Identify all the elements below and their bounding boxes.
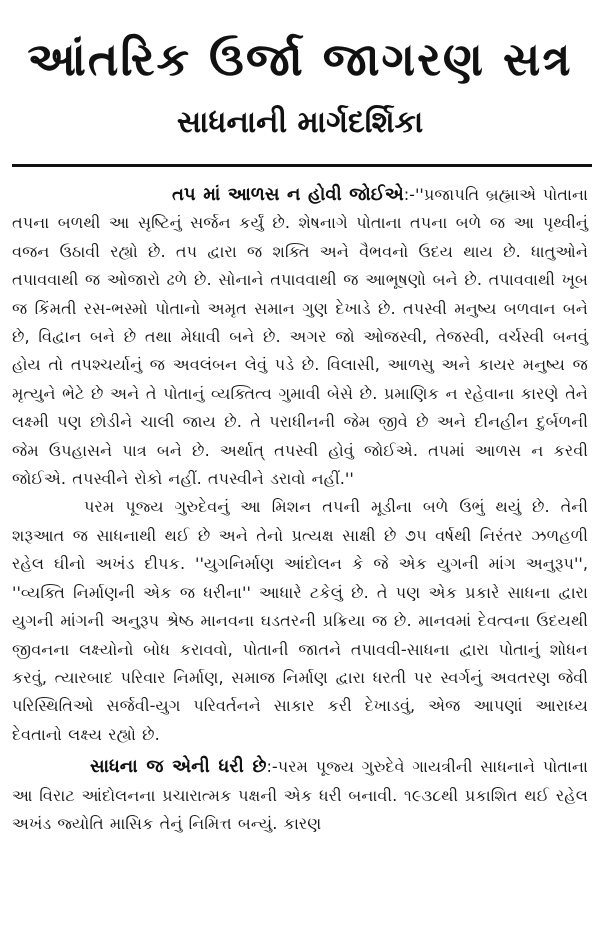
- page-subtitle: સાધનાની માર્ગદર્શિકા: [176, 105, 424, 140]
- section-heading-sadhana: સાધના જ એની ધરી છે: [90, 756, 267, 778]
- paragraph-tapa: [12, 181, 588, 493]
- section-heading-tapa: તપ માં આળસ ન હોવી જોઈએ: [172, 184, 404, 205]
- paragraph-sadhana: [12, 753, 588, 838]
- paragraph-mission: પરમ પૂજ્ય ગુરુદેવનું આ મિશન તપની મૂડીના બળે ઉભું થયું છે. તેની શરૂઆત જ સાધનાથી થઈ છે અને તેનો પ્રત્યક્ષ સાક્ષી છે ૭૫ વર્ષથી નિરંતર ઝળહળી રહેલ ઘીનો અખંડ દીપક. ''યુગનિર્માણ આંદોલન કે જે એક યુગની માંગ અનુરૂપ'', ''વ્યક્તિ નિર્માણની એક જ ધરીના'' આધારે ટકેલું છે. તે પણ એક પ્રકારે સાધના દ્વારા યુગની માંગની અનુરૂપ શ્રેષ્ઠ માનવના ઘડતરની પ્રક્રિયા જ છે. માનવમાં દેવત્વના ઉદયથી જીવનના લક્ષ્યોનો બોધ કરાવવો, પોતાની જાતને તપાવવી-સાધના દ્વારા પોતાનું શોધન કરવું, ત્યારબાદ પરિવાર નિર્માણ, સમાજ નિર્માણ દ્વારા ધરતી પર સ્વર્ગનું અવતરણ જેવી પરિસ્થિતિઓ સર્જવી-યુગ પરિવર્તનને સાકાર કરી દેખાડવું, એજ આપણાં આરાધ્ય દેવતાનો લક્ષ્ય રહ્યો છે.: [12, 497, 588, 744]
- heading-separator: :-: [403, 185, 415, 204]
- page-title: આંતરિક ઉર્જા જાગરણ સત્ર: [27, 32, 573, 86]
- paragraph-text: પરમ પૂજ્ય ગુરુદેવે ગાયત્રીની સાધનાને પોતાના આ વિરાટ આંદોલનના પ્રચારાત્મક પક્ષની એક ધરી બનાવી. ૧૯૩૮થી પ્રકાશિત થઈ રહેલ અખંડ જ્યોતિ માસિક તેનું નિમિત્ત બન્યું. કારણ: [12, 757, 588, 833]
- paragraph-text: ''પ્રજાપતિ બ્રહ્માએ પોતાના તપના બળથી આ સૃષ્ટિનું સર્જન કર્યું છે. શેષનાગે પોતાના તપના બળે જ આ પૃથ્વીનું વજન ઉઠાવી રહ્યો છે. તપ દ્વારા જ શક્તિ અને વૈભવનો ઉદય થાય છે. ધાતુઓને તપાવવાથી જ ઓજારો ઢળે છે. સોનાને તપાવવાથી જ આભૂષણો બને છે. તપાવવાથી ખૂબ જ કિંમતી રસ-ભસ્મો પોતાનો અમૃત સમાન ગુણ દેખાડે છે. તપસ્વી મનુષ્ય બળવાન બને છે, વિદ્વાન બને છે તથા મેધાવી બને છે. અગર જો ઓજસ્વી, તેજસ્વી, વર્ચસ્વી બનવું હોય તો તપશ્ચર્યાનું જ અવલંબન લેવું પડે છે. વિલાસી, આળસુ અને કાયર મનુષ્ય જ મૃત્યુને ભેટે છે અને તે પોતાનું વ્યક્તિત્વ ગુમાવી બેસે છે. પ્રમાણિક ન રહેવાના કારણે તેને લક્ષ્મી પણ છોડીને ચાલી જાય છે. તે પરાધીનની જેમ જીવે છે અને દીનહીન દુર્બળની જેમ ઉપહાસને પાત્ર બને છે. અર્થાત્ તપસ્વી હોવું જોઈએ. તપમાં આળસ ન કરવી જોઈએ. તપસ્વીને રોકો નહીં. તપસ્વીને ડરાવો નહીં.'': [12, 185, 588, 489]
- heading-separator: :-: [266, 757, 278, 777]
- article-body: [12, 181, 588, 838]
- title-divider: [12, 164, 592, 167]
